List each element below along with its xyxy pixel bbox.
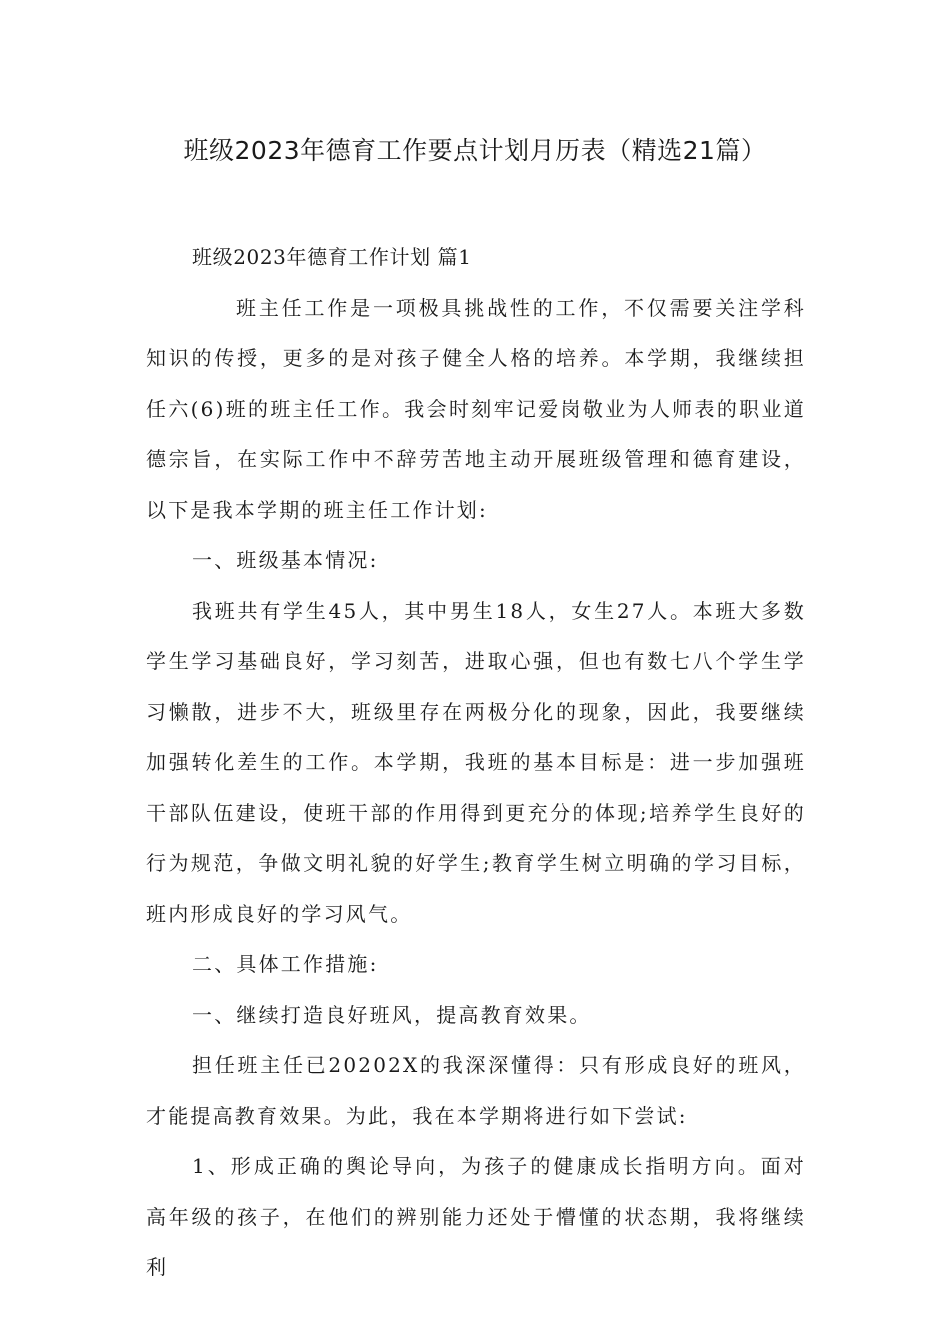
class-situation-paragraph: 我班共有学生45人，其中男生18人，女生27人。本班大多数学生学习基础良好，学习刻苦，进取心强，但也有数七八个学生学习懒散，进步不大，班级里存在两极分化的现象，因此，我要继续加强转化差生的工作。本学期，我班的基本目标是：进一步加强班干部队伍建设，使班干部的作用得到更充分的体现;培养学生良好的行为规范，争做文明礼貌的好学生;教育学生树立明确的学习目标，班内形成良好的学习风气。 (146, 598, 806, 926)
public-opinion-paragraph: 1、形成正确的舆论导向，为孩子的健康成长指明方向。面对高年级的孩子，在他们的辨别能力还处于懵懂的状态期，我将继续利 (146, 1154, 806, 1279)
document-body (146, 232, 806, 1293)
section-subtitle: 班级2023年德育工作计划 篇1 (192, 245, 472, 269)
heading-class-style: 一、继续打造良好班风，提高教育效果。 (192, 1002, 592, 1027)
intro-paragraph: 班主任工作是一项极具挑战性的工作，不仅需要关注学科知识的传授，更多的是对孩子健全人格的培养。本学期，我继续担任六(6)班的班主任工作。我会时刻牢记爱岗敬业为人师表的职业道德宗旨，在实际工作中不辞劳苦地主动开展班级管理和德育建设，以下是我本学期的班主任工作计划: (146, 295, 806, 522)
heading-class-situation: 一、班级基本情况: (192, 548, 379, 572)
class-style-paragraph: 担任班主任已20202X的我深深懂得：只有形成良好的班风，才能提高教育效果。为此，我在本学期将进行如下尝试: (146, 1053, 806, 1128)
heading-work-measures: 二、具体工作措施: (192, 952, 379, 976)
document-title: 班级2023年德育工作要点计划月历表（精选21篇） (183, 136, 767, 165)
